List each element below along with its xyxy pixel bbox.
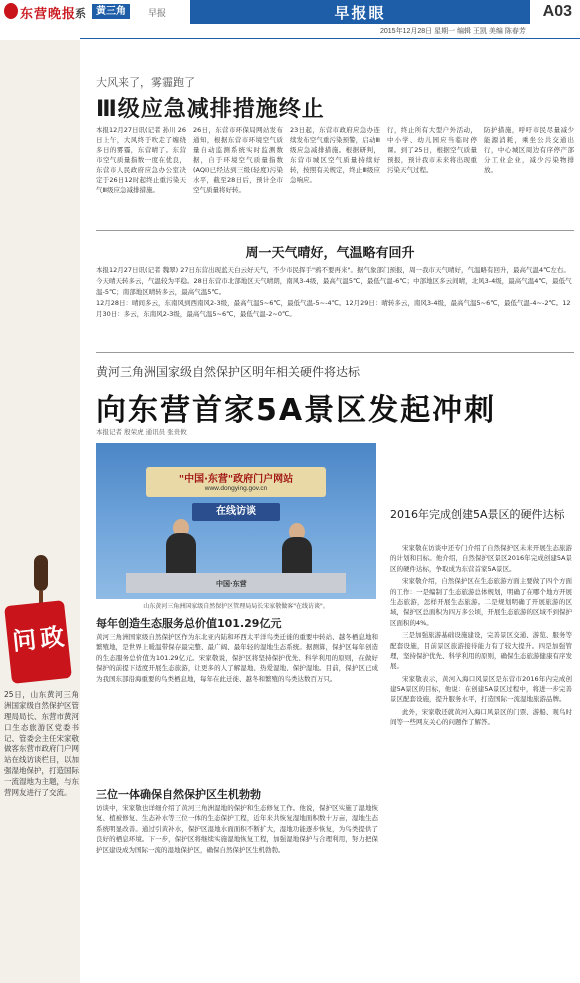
photo-url-text: www.dongying.gov.cn [204, 485, 268, 492]
header-rule [80, 38, 580, 39]
article2-paragraph: 本报12月27日讯(记者 魏翠) 27日东营出现蓝天白云好天气，不少市民挥手"鸦不要再来"。据气象部门预报，周一我市天气晴好，气温略有回升，最高气温4℃左右。 [96, 266, 570, 274]
divider-rule [96, 352, 574, 353]
divider-rule [96, 230, 574, 231]
page-number: A03 [542, 3, 572, 20]
article1-column: 防护措施，呼吁市民尽量减少能源消耗，乘坐公共交通出行，中心城区周边有序停产部分工业企业，减少污染物排放。 [484, 126, 574, 175]
article3-side-paragraph: 宋家敬介绍，自然保护区在生态旅游方面主要做了四个方面的工作：一是编制了生态旅游总体规划，明确了在哪个地方开展生态旅游，怎样开展生态旅游。二是规划明确了开展旅游的区域，保护区总面积为四万多公顷，开展生态旅游的区域不到保护区面积的4%。 [390, 577, 572, 627]
interview-photo [96, 443, 376, 599]
photo-zaixian-label: 在线访谈 [192, 503, 280, 521]
article3-subhead-body: 黄河三角洲国家级自然保护区作为东北亚内陆和环西太平洋鸟类迁徙的重要中转站、越冬栖息地和繁殖地，是世界上暖温带保存最完整、最广阔、最年轻的湿地生态系统。据测算，保护区每年创造的生态服务总价值为101.29亿元。宋家敬说，保护区将坚持保护优先、科学利用的原则，在做好保护的前提下适度开展生态旅游，让更多的人了解湿地、热爱湿地、保护湿地。目前，保护区已成为我国东部沿海重要的鸟类栖息地，每年在此迁徙、越冬和繁殖的鸟类达数百万只。 [96, 633, 378, 683]
article1-body [96, 125, 574, 225]
article1-column: 23日起，东营市政府应急办连续发布空气重污染预警，启动Ⅲ级应急减排措施。根据研判，东营市城区空气质量持续好转，按照有关规定，终止Ⅲ级应急响应。 [290, 126, 380, 185]
photo-caption: 山东黄河三角洲国家级自然保护区管理局局长宋家敬做客"在线访谈"。 [143, 603, 329, 610]
newspaper-edition-sub: 早报 [148, 8, 167, 18]
microphone-icon [34, 555, 48, 591]
article1-column: 26日，东营市环保局网站发布通知，根据东营市环境空气质量自动监测系统实时监测数据，自于环境空气质量指数(AQI)已经达到三级(轻度)污染水平，截至28日后，预计全市空气质量将好转。 [193, 126, 283, 195]
article3-side-headline: 2016年完成创建5A景区的硬件达标 [390, 508, 565, 521]
article3-headline: 向东营首家5A景区发起冲刺 [96, 393, 497, 428]
article1-column: 行，终止所有大型户外活动，中小学、幼儿园应当临时停课。到了25日，根据空气质量预报，预计我市未来将出现重污染天气过程。 [387, 126, 477, 175]
newspaper-edition-tag: 黄三角 [92, 4, 130, 19]
sidebar-intro-text: 25日，山东黄河三角洲国家级自然保护区管理局局长、东营市黄河口生态旅游区党委书记、管委会主任宋家敬做客东营市政府门户网站在线访谈栏目，以加强湿地保护，打造国际一流湿地为主题，与东营网友进行了交流。 [4, 690, 79, 797]
article3-side-paragraph: 此外，宋家敬还就黄河入海口风景区的门票、游船、观鸟时间等一些网友关心的问题作了解答。 [390, 707, 572, 727]
article3-side-body [390, 543, 572, 979]
newspaper-name: 东营晚报 [20, 7, 77, 22]
article1-headline: Ⅲ级应急减排措施终止 [96, 97, 325, 122]
article2-paragraph: 12月28日：晴间多云，东南风到西南风2-3级，最高气温5~6℃，最低气温-5~-4℃。12月29日：晴转多云，南风3-4级，最高气温5~6℃，最低气温-4~-2℃。12月30日：多云，东南风2-3级，最高气温5~6℃，最低气温-2~0℃。 [96, 299, 571, 318]
desk-label: 中国·东营 [216, 580, 247, 588]
article2-headline: 周一天气晴好，气温略有回升 [245, 246, 415, 261]
wenzheng-label: 问政 [10, 621, 70, 656]
masthead [0, 0, 580, 24]
article3-byline: 本报记者 殷荣虎 通讯员 张贵攸 [96, 428, 187, 436]
article2-paragraph: 今天晴天转多云，气温较为平稳。28日东营市北部地区天气晴朗，南风3-4级，最高气温5℃，最低气温-6℃；中部地区多云间晴，北风3-4级，最高气温4℃，最低气温-5℃；南部地区晴转多云，最高气温5℃。 [96, 277, 572, 296]
newspaper-logo-icon [4, 3, 18, 19]
article3-side-paragraph: 宋家敬在访谈中还专门介绍了自然保护区未来开展生态旅游的计划和目标。他介绍，自然保护区景区2016年完成创建5A景区的硬件达标，争取成为东营首家5A景区。 [390, 544, 572, 573]
article3-subhead-body: 访谈中，宋家敬也详细介绍了黄河三角洲湿地的保护和生态修复工作。他说，保护区实施了湿地恢复、植被修复、生态补水等三位一体的生态保护工程，近年来共恢复湿地面积数十万亩，湿地生态系统明显改善。通过引黄补水，保护区湿地水面面积不断扩大，湿地功能逐步恢复，为鸟类提供了良好的栖息环境。下一步，保护区将继续实施湿地恢复工程，加强湿地保护与合理利用，努力把保护区建设成为国际一流的湿地保护区，确保自然保护区生机勃勃。 [96, 804, 378, 854]
article3-kicker: 黄河三角洲国家级自然保护区明年相关硬件将达标 [96, 365, 361, 379]
article2-body [96, 265, 574, 347]
article3-subhead: 每年创造生态服务总价值101.29亿元 [96, 617, 282, 630]
article1-column: 本报12月27日讯(记者 孙川 26日上午，大风终于吹走了缠绕多日的雾霾，东营晴了。东营市空气质量指数一度在优良，东营市人民政府应急办公室决定于26日12时起终止重污染天气Ⅲ级应急减排措施。 [96, 126, 186, 195]
section-title: 早报眼 [334, 5, 386, 22]
newspaper-series-label: 系 [75, 7, 86, 20]
dateline: 2015年12月28日 星期一 编辑 王凯 美编 陈春芳 [380, 28, 526, 35]
section-header-bar [190, 0, 530, 24]
wenzheng-graphic [4, 555, 76, 685]
article1-kicker: 大风来了，雾霾跑了 [96, 76, 195, 89]
article3-side-paragraph: 三是加强旅游基础设施建设，完善景区交通、游览、服务等配套设施，目前景区旅游接待能力有了较大提升。四是加强管理，坚持保护优先、科学利用的原则，确保生态旅游健康有序发展。 [390, 631, 572, 671]
photo-banner-text: "中国·东营"政府门户网站 [178, 474, 294, 485]
article3-side-paragraph: 宋家敬表示，黄河入海口风景区是东营市2016年内完成创建5A景区的目标，他说：在创建5A景区过程中，将进一步完善景区配套设施，提升服务水平，打造国际一流湿地旅游品牌。 [390, 674, 572, 704]
left-sidebar [0, 40, 80, 983]
article3-subhead: 三位一体确保自然保护区生机勃勃 [96, 788, 261, 801]
sidebar-background [0, 40, 80, 983]
